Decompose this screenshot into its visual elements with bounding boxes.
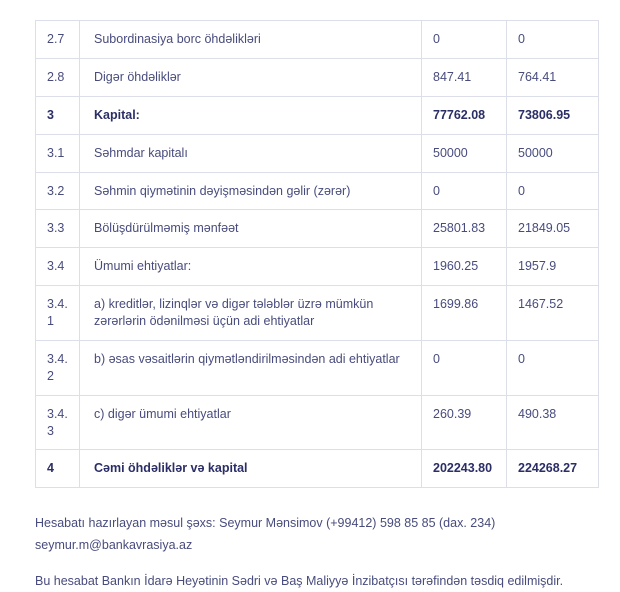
row-number-cell: 3.4.2 [36,340,80,395]
table-row [36,21,599,59]
value-current-cell: 50000 [422,134,507,172]
row-label-cell: Kapital: [80,96,422,134]
value-current-cell: 77762.08 [422,96,507,134]
value-previous-cell: 490.38 [507,395,599,450]
financial-table [35,20,599,488]
row-number-cell: 3.4.3 [36,395,80,450]
value-current-cell: 0 [422,340,507,395]
email-text: seymur.m@bankavrasiya.az [35,538,193,553]
value-current-cell: 0 [422,21,507,59]
row-number-cell: 2.8 [36,58,80,96]
value-previous-cell: 0 [507,172,599,210]
value-previous-cell: 0 [507,340,599,395]
row-label-cell: Bölüşdürülməmiş mənfəət [80,210,422,248]
value-previous-cell: 764.41 [507,58,599,96]
row-label-cell: c) digər ümumi ehtiyatlar [80,395,422,450]
table-row [36,395,599,450]
table-body [36,21,599,488]
value-current-cell: 260.39 [422,395,507,450]
table-row [36,286,599,341]
table-row [36,96,599,134]
value-previous-cell: 1957.9 [507,248,599,286]
approval-line: Bu hesabat Bankın İdarə Heyətinin Sədri və Baş Maliyyə İnzibatçısı tərəfindən təsdiq edilmişdir. [35,574,564,589]
table-row [36,340,599,395]
value-current-cell: 1699.86 [422,286,507,341]
row-label-cell: b) əsas vəsaitlərin qiymətləndirilməsindən adi ehtiyatlar [80,340,422,395]
row-number-cell: 3.1 [36,134,80,172]
row-number-cell: 3.2 [36,172,80,210]
value-previous-cell: 1467.52 [507,286,599,341]
row-number-cell: 2.7 [36,21,80,59]
table-row [36,172,599,210]
row-label-cell: Subordinasiya borc öhdəlikləri [80,21,422,59]
contact-line: Hesabatı hazırlayan məsul şəxs: Seymur Mənsimov (+99412) 598 85 85 (dax. 234) [35,516,496,531]
row-label-cell: Digər öhdəliklər [80,58,422,96]
table-row [36,58,599,96]
value-current-cell: 1960.25 [422,248,507,286]
value-current-cell: 202243.80 [422,450,507,488]
value-previous-cell: 0 [507,21,599,59]
value-previous-cell: 50000 [507,134,599,172]
value-previous-cell: 73806.95 [507,96,599,134]
value-previous-cell: 224268.27 [507,450,599,488]
table-row [36,210,599,248]
row-number-cell: 3 [36,96,80,134]
value-current-cell: 25801.83 [422,210,507,248]
row-number-cell: 4 [36,450,80,488]
table-row [36,134,599,172]
row-number-cell: 3.4.1 [36,286,80,341]
contact-block [35,512,595,556]
row-label-cell: a) kreditlər, lizinqlər və digər tələblər üzrə mümkün zərərlərin ödənilməsi üçün adi ehtiyatlar [80,286,422,341]
row-label-cell: Cəmi öhdəliklər və kapital [80,450,422,488]
value-current-cell: 847.41 [422,58,507,96]
report-footer [35,512,595,592]
table-row [36,248,599,286]
row-label-cell: Səhmdar kapitalı [80,134,422,172]
row-label-cell: Ümumi ehtiyatlar: [80,248,422,286]
row-label-cell: Səhmin qiymətinin dəyişməsindən gəlir (zərər) [80,172,422,210]
value-current-cell: 0 [422,172,507,210]
row-number-cell: 3.4 [36,248,80,286]
value-previous-cell: 21849.05 [507,210,599,248]
row-number-cell: 3.3 [36,210,80,248]
table-row [36,450,599,488]
